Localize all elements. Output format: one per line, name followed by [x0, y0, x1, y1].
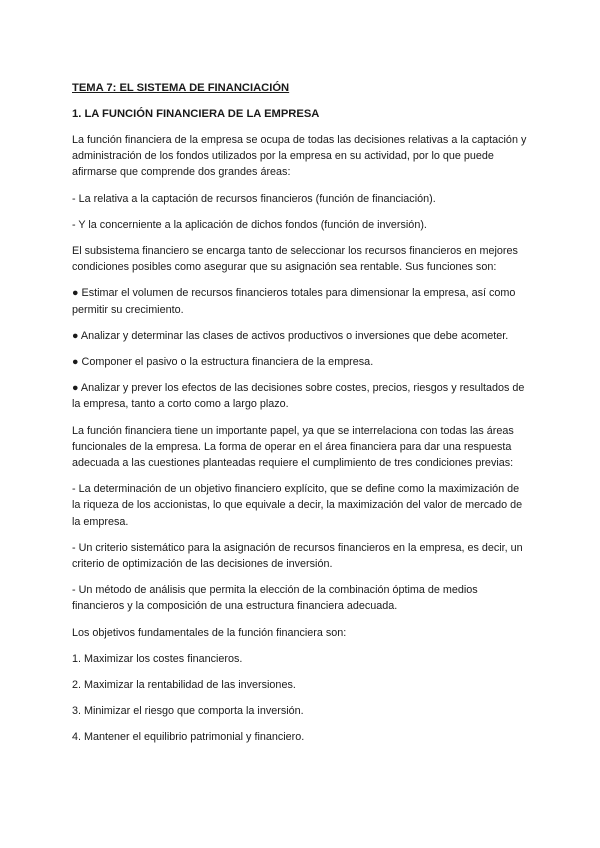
paragraph-papel: La función financiera tiene un importante papel, ya que se interrelaciona con todas las áreas funcionales de la empresa. La forma de operar en el área financiera para dar una respuesta adecuada a las cuestiones planteadas requiere el cumplimiento de tres condiciones previas: — [72, 424, 514, 470]
bullet-item-1: ● Estimar el volumen de recursos financieros totales para dimensionar la empresa, así como permitir su crecimiento. — [72, 287, 516, 316]
section-number: 1. — [72, 108, 82, 120]
objective-item-3: 3. Minimizar el riesgo que comporta la inversión. — [72, 705, 304, 718]
bullet-item-2: ● Analizar y determinar las clases de activos productivos o inversiones que debe acometer. — [72, 329, 509, 342]
objective-item-4: 4. Mantener el equilibrio patrimonial y financiero. — [72, 731, 305, 744]
condition-item-3: - Un método de análisis que permita la elección de la combinación óptima de medios financieros y la composición de una estructura financiera adecuada. — [72, 584, 478, 613]
list-item-area-financiacion: - La relativa a la captación de recursos financieros (función de financiación). — [72, 192, 436, 205]
bullet-item-3: ● Componer el pasivo o la estructura financiera de la empresa. — [72, 356, 374, 369]
document-body — [72, 80, 528, 746]
section-title: LA FUNCIÓN FINANCIERA DE LA EMPRESA — [84, 108, 320, 120]
bullet-item-4: ● Analizar y prever los efectos de las decisiones sobre costes, precios, riesgos y resultados de la empresa, tanto a corto como a largo plazo. — [72, 382, 525, 411]
section-heading — [72, 106, 528, 122]
objective-item-1: 1. Maximizar los costes financieros. — [72, 652, 243, 665]
condition-item-1: - La determinación de un objetivo financiero explícito, que se define como la maximización de la riqueza de los accionistas, lo que equivale a decir, la maximización del valor de mercado de la empresa. — [72, 483, 523, 528]
condition-item-2: - Un criterio sistemático para la asignación de recursos financieros en la empresa, es decir, un criterio de optimización de las decisiones de inversión. — [72, 541, 523, 571]
document-title: TEMA 7: EL SISTEMA DE FINANCIACIÓN — [72, 82, 290, 94]
paragraph-intro: La función financiera de la empresa se ocupa de todas las decisiones relativas a la captación y administración de los fondos utilizados por la empresa en su actividad, por lo que puede afirmarse que comprende dos grandes áreas: — [72, 134, 527, 179]
list-item-area-inversion: - Y la concerniente a la aplicación de dichos fondos (función de inversión). — [72, 218, 427, 231]
paragraph-subsistema: El subsistema financiero se encarga tanto de seleccionar los recursos financieros en mejores condiciones posibles como asegurar que su asignación sea rentable. Sus funciones son: — [72, 245, 518, 274]
paragraph-objetivos: Los objetivos fundamentales de la función financiera son: — [72, 626, 347, 639]
objective-item-2: 2. Maximizar la rentabilidad de las inversiones. — [72, 679, 296, 692]
